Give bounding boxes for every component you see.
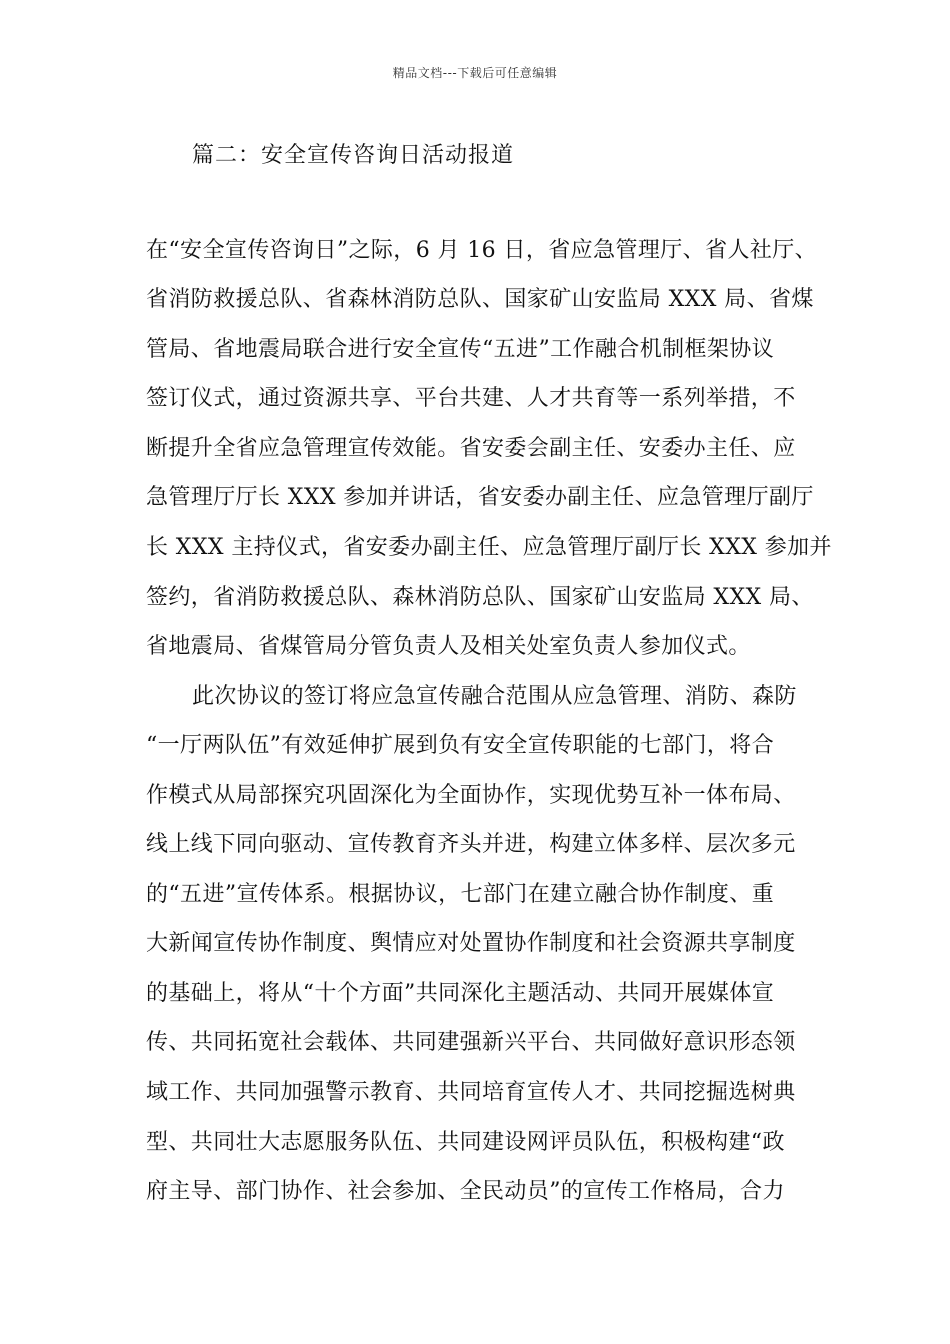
paragraph-2-line: 线上线下同向驱动、宣传教育齐头并进，构建立体多样、层次多元	[146, 832, 796, 857]
paragraph-1-line: 急管理厅厅长 XXX 参加并讲话，省安委办副主任、应急管理厅副厅	[146, 485, 814, 510]
paragraph-2-line: 府主导、部门协作、社会参加、全民动员”的宣传工作格局，合力	[146, 1179, 785, 1204]
paragraph-2-line: 的“五进”宣传体系。根据协议，七部门在建立融合协作制度、重	[146, 882, 775, 907]
paragraph-2-line: 作模式从局部探究巩固深化为全面协作，实现优势互补一体布局、	[146, 783, 796, 808]
paragraph-2-line: 传、共同拓宽社会载体、共同建强新兴平台、共同做好意识形态领	[146, 1030, 796, 1055]
paragraph-2-line: “一厅两队伍”有效延伸扩展到负有安全宣传职能的七部门，将合	[146, 733, 775, 758]
paragraph-2-line: 大新闻宣传协作制度、舆情应对处置协作制度和社会资源共享制度	[146, 931, 796, 956]
paragraph-1-line: 签约，省消防救援总队、森林消防总队、国家矿山安监局 XXX 局、	[146, 585, 814, 610]
paragraph-1-line: 签订仪式，通过资源共享、平台共建、人才共育等一系列举措，不	[146, 386, 796, 411]
document-title: 篇二：安全宣传咨询日活动报道	[192, 143, 515, 168]
paragraph-2-line: 的基础上，将从“十个方面”共同深化主题活动、共同开展媒体宣	[146, 981, 775, 1006]
paragraph-2-line: 此次协议的签订将应急宣传融合范围从应急管理、消防、森防	[192, 684, 797, 709]
paragraph-2-line: 型、共同壮大志愿服务队伍、共同建设网评员队伍，积极构建“政	[146, 1130, 785, 1155]
paragraph-1-line: 管局、省地震局联合进行安全宣传“五进”工作融合机制框架协议	[146, 337, 775, 362]
page-header: 精品文档---下载后可任意编辑	[392, 66, 558, 80]
paragraph-2-line: 域工作、共同加强警示教育、共同培育宣传人才、共同挖掘选树典	[146, 1080, 796, 1105]
paragraph-1-line: 长 XXX 主持仪式，省安委办副主任、应急管理厅副厅长 XXX 参加并	[146, 535, 832, 560]
paragraph-1-line: 在“安全宣传咨询日”之际，6 月 16 日，省应急管理厅、省人社厅、	[146, 238, 818, 263]
paragraph-1-line: 断提升全省应急管理宣传效能。省安委会副主任、安委办主任、应	[146, 436, 796, 461]
paragraph-1-line: 省消防救援总队、省森林消防总队、国家矿山安监局 XXX 局、省煤	[146, 287, 814, 312]
paragraph-1-line: 省地震局、省煤管局分管负责人及相关处室负责人参加仪式。	[146, 634, 751, 659]
